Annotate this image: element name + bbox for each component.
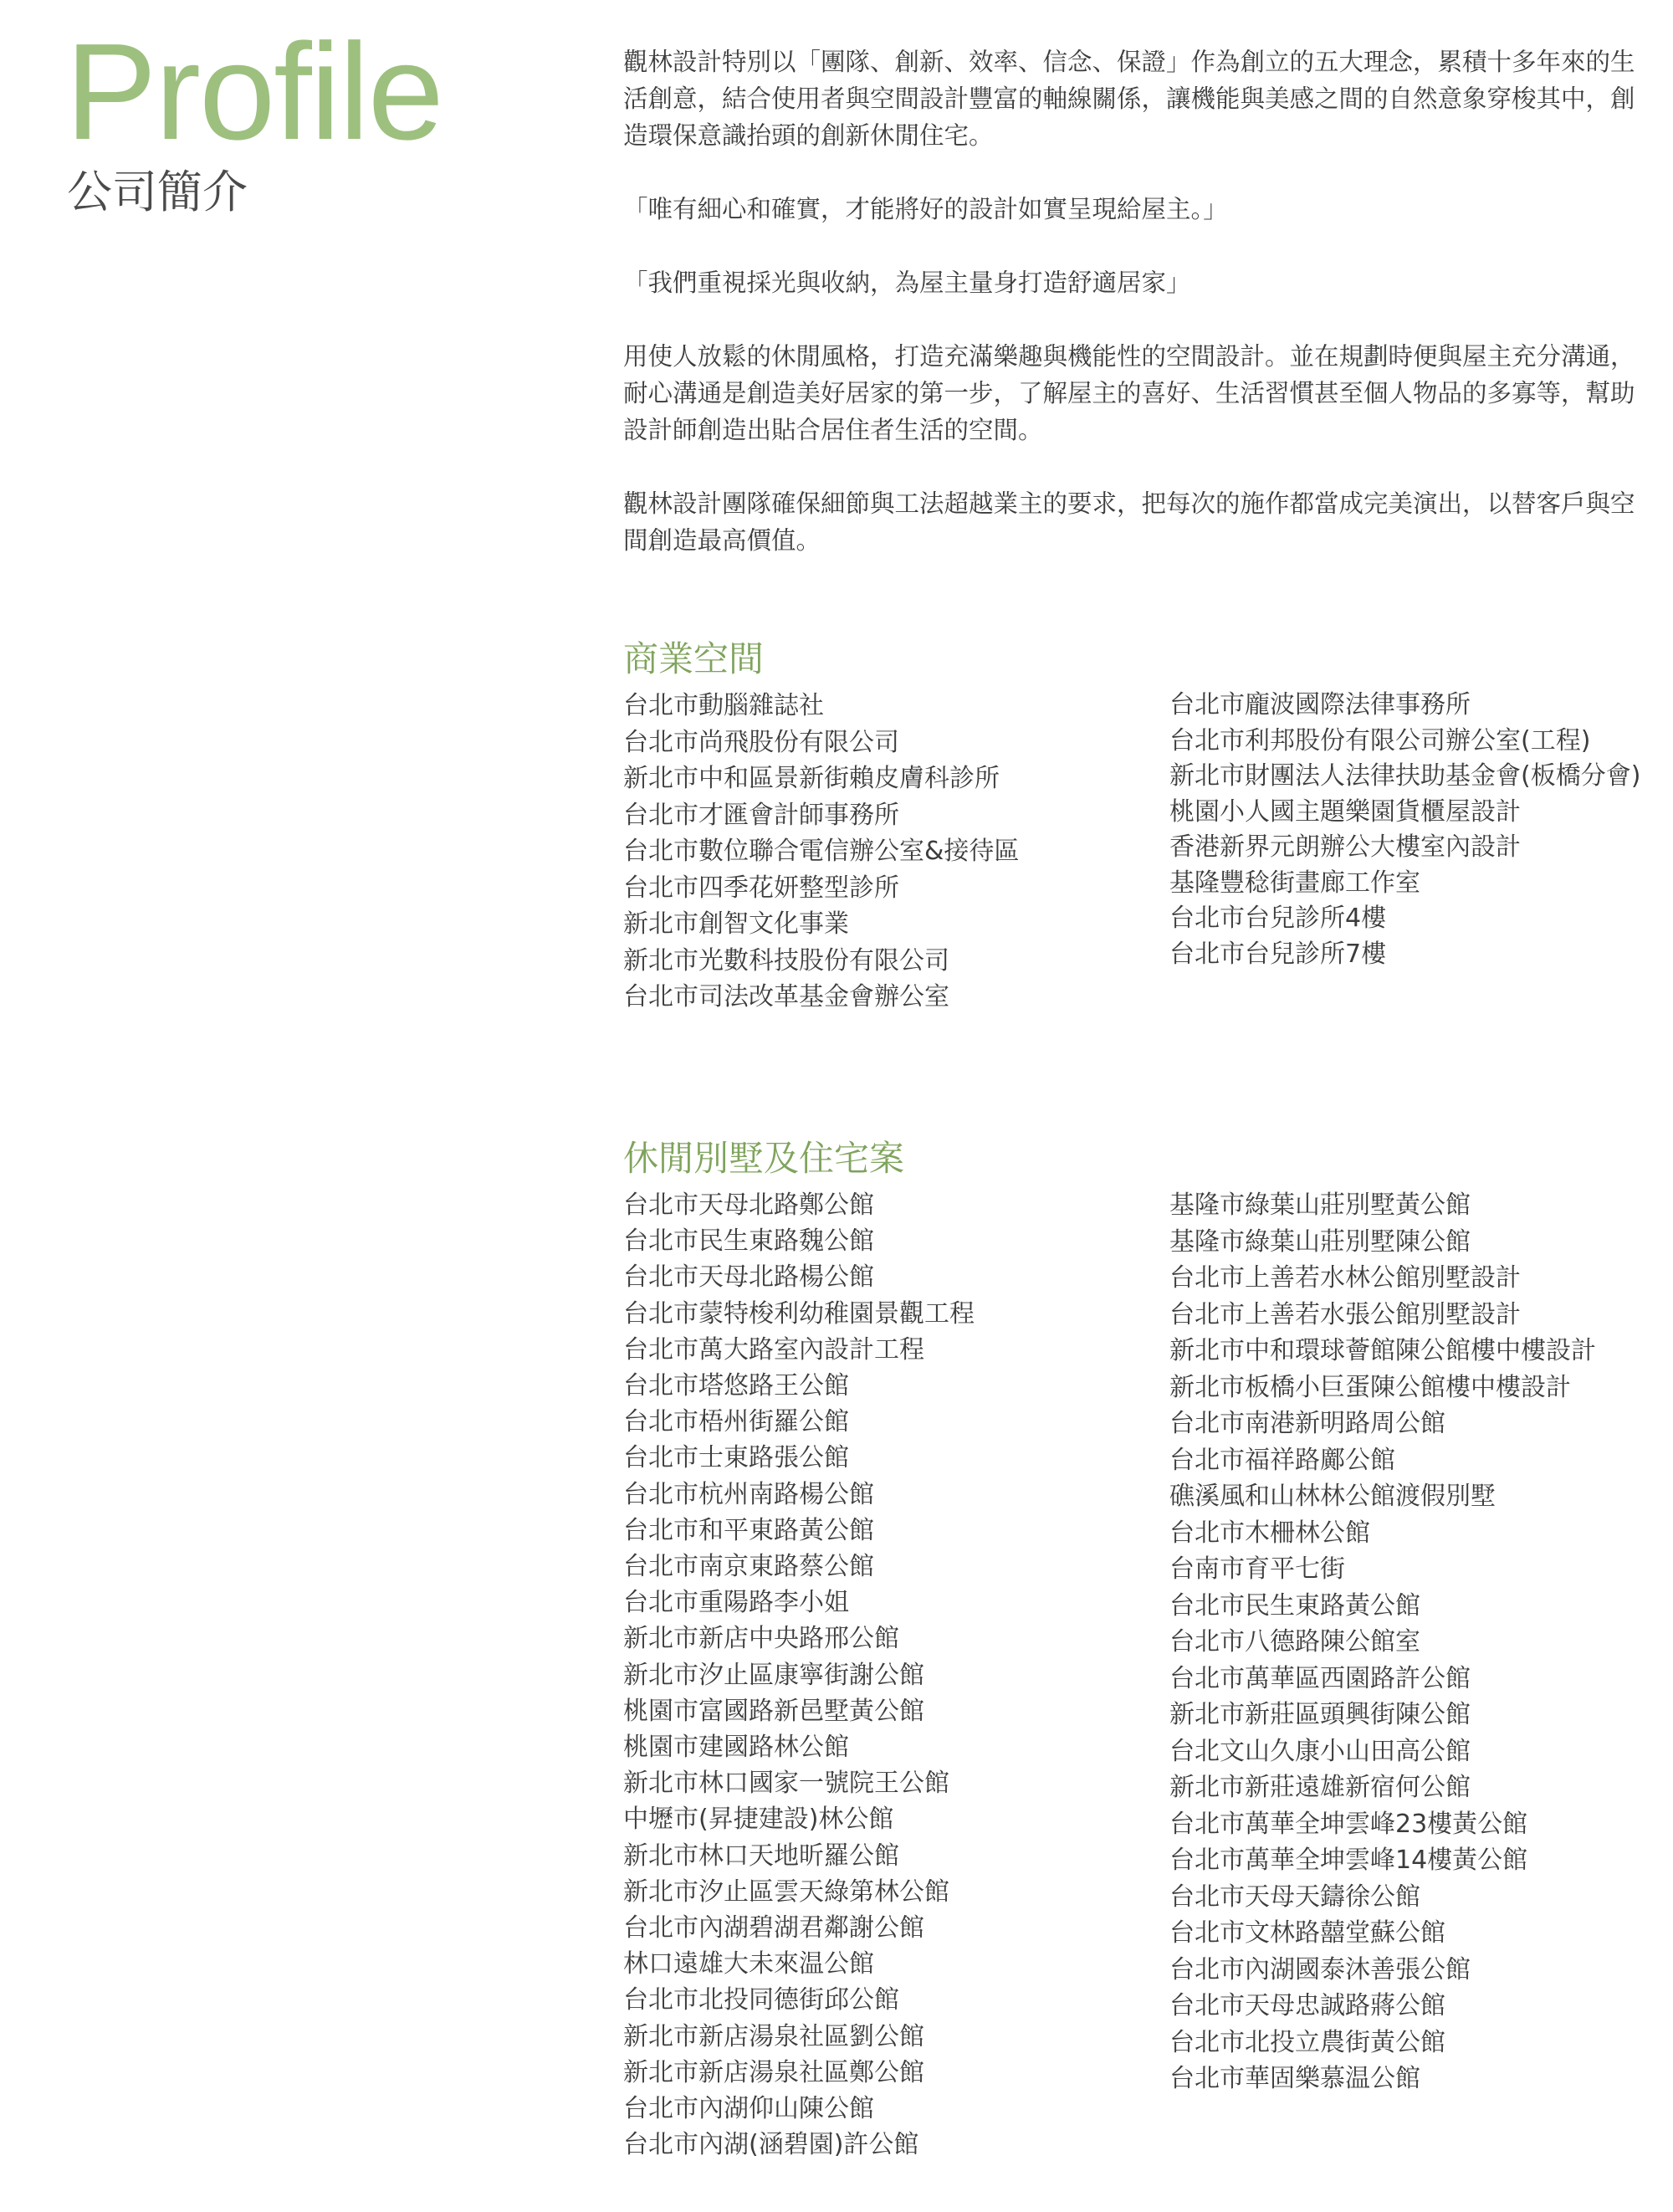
project-item: 台北市華固樂慕温公館 bbox=[1169, 2064, 1420, 2093]
project-item: 台北市木柵林公館 bbox=[1169, 1518, 1370, 1548]
project-item: 礁溪風和山林林公館渡假別墅 bbox=[1169, 1482, 1496, 1511]
project-item: 台北市台兒診所4樓 bbox=[1169, 904, 1387, 933]
project-item: 新北市新莊區頭興街陳公館 bbox=[1169, 1700, 1471, 1729]
project-item: 基隆市綠葉山莊別墅陳公館 bbox=[1169, 1226, 1471, 1257]
project-item: 台北市內湖仰山陳公館 bbox=[623, 2094, 874, 2124]
project-item: 台北市文林路囍堂蘇公館 bbox=[1169, 1918, 1445, 1948]
project-item: 香港新界元朗辦公大樓室內設計 bbox=[1169, 832, 1521, 862]
project-item: 新北市新店湯泉社區鄭公館 bbox=[623, 2057, 924, 2087]
project-item: 桃園市建國路林公館 bbox=[623, 1733, 849, 1763]
project-item: 台北市福祥路鄺公館 bbox=[1169, 1445, 1395, 1475]
project-item: 新北市財團法人法律扶助基金會(板橋分會) bbox=[1169, 761, 1641, 791]
project-item: 台北市內湖國泰沐善張公館 bbox=[1169, 1954, 1471, 1984]
project-item: 台北市上善若水張公館別墅設計 bbox=[1169, 1299, 1521, 1329]
project-item: 台北市天母北路鄭公館 bbox=[623, 1190, 874, 1220]
intro-quote-2: 「我們重視採光與收納，為屋主量身打造舒適居家」 bbox=[623, 269, 1191, 297]
project-item: 基隆豐稔街畫廊工作室 bbox=[1169, 868, 1420, 898]
project-item: 台北市北投立農街黃公館 bbox=[1169, 2027, 1445, 2057]
project-item: 新北市創智文化事業 bbox=[623, 909, 849, 939]
project-item: 台北市八德路陳公館室 bbox=[1169, 1627, 1420, 1656]
project-item: 台北文山久康小山田高公館 bbox=[1169, 1736, 1471, 1766]
project-item: 新北市光數科技股份有限公司 bbox=[623, 945, 949, 975]
project-item: 台北市梧州街羅公館 bbox=[623, 1407, 849, 1437]
residential-list-right bbox=[1169, 1187, 1596, 2097]
residential-list-left bbox=[623, 1187, 975, 2163]
project-item: 台南市育平七街 bbox=[1169, 1554, 1345, 1584]
project-item: 林口遠雄大未來温公館 bbox=[623, 1949, 874, 1979]
residential-section-title: 休閒別墅及住宅案 bbox=[623, 1138, 905, 1179]
project-item: 台北市尚飛股份有限公司 bbox=[623, 727, 899, 757]
project-item: 台北市南京東路蔡公館 bbox=[623, 1552, 874, 1582]
project-item: 台北市塔悠路王公館 bbox=[623, 1371, 849, 1401]
project-item: 台北市台兒診所7樓 bbox=[1169, 939, 1387, 969]
project-item: 台北市重陽路李小姐 bbox=[623, 1588, 849, 1618]
project-item: 新北市新店湯泉社區劉公館 bbox=[623, 2021, 924, 2051]
profile-subtitle: 公司簡介 bbox=[67, 166, 248, 218]
project-item: 新北市汐止區康寧街謝公館 bbox=[623, 1660, 924, 1690]
project-item: 台北市龐波國際法律事務所 bbox=[1169, 690, 1471, 719]
project-item: 台北市天母忠誠路蔣公館 bbox=[1169, 1991, 1445, 2020]
project-item: 桃園市富國路新邑墅黃公館 bbox=[623, 1696, 924, 1726]
project-item: 台北市四季花妍整型診所 bbox=[623, 873, 899, 903]
intro-paragraph: 觀林設計特別以「團隊、創新、效率、信念、保證」作為創立的五大理念，累積十多年來的生活創意，結合使用者與空間設計豐富的軸線關係，讓機能與美感之間的自然意象穿梭其中，創造環保意識抬頭的創新休閒住宅。 bbox=[623, 48, 1635, 150]
commercial-section-title: 商業空間 bbox=[623, 638, 765, 679]
project-item: 台北市蒙特梭利幼稚園景觀工程 bbox=[623, 1298, 975, 1329]
project-item: 中壢市(昇捷建設)林公館 bbox=[623, 1805, 894, 1835]
project-item: 新北市林口天地昕羅公館 bbox=[623, 1841, 899, 1871]
profile-title: Profile bbox=[65, 15, 443, 168]
project-item: 台北市民生東路黃公館 bbox=[1169, 1590, 1420, 1621]
intro-section bbox=[623, 44, 1644, 596]
project-item: 新北市汐止區雲天綠第林公館 bbox=[623, 1877, 949, 1907]
project-item: 台北市北投同德街邱公館 bbox=[623, 1985, 899, 2015]
project-item: 台北市民生東路魏公館 bbox=[623, 1226, 874, 1257]
project-item: 台北市萬華全坤雲峰14樓黃公館 bbox=[1169, 1846, 1528, 1875]
project-item: 台北市內湖碧湖君鄰謝公館 bbox=[623, 1913, 924, 1943]
project-item: 台北市南港新明路周公館 bbox=[1169, 1409, 1445, 1438]
intro-paragraph: 觀林設計團隊確保細節與工法超越業主的要求，把每次的施作都當成完美演出，以替客戶與空間創造最高價值。 bbox=[623, 489, 1635, 555]
project-item: 新北市板橋小巨蛋陳公館樓中樓設計 bbox=[1169, 1372, 1571, 1402]
project-item: 新北市新店中央路邢公館 bbox=[623, 1624, 899, 1654]
project-item: 基隆市綠葉山莊別墅黃公館 bbox=[1169, 1190, 1471, 1220]
project-item: 台北市杭州南路楊公館 bbox=[623, 1479, 874, 1509]
project-item: 新北市中和區景新街賴皮膚科診所 bbox=[623, 764, 1000, 793]
project-item: 台北市動腦雜誌社 bbox=[623, 691, 824, 720]
project-item: 台北市利邦股份有限公司辦公室(工程) bbox=[1169, 725, 1591, 755]
project-item: 新北市中和環球薈館陳公館樓中樓設計 bbox=[1169, 1336, 1596, 1365]
commercial-list-left bbox=[623, 688, 1019, 1016]
project-item: 台北市天母北路楊公館 bbox=[623, 1262, 874, 1293]
project-item: 台北市司法改革基金會辦公室 bbox=[623, 982, 949, 1011]
project-item: 台北市數位聯合電信辦公室&接待區 bbox=[623, 837, 1020, 866]
project-item: 台北市才匯會計師事務所 bbox=[623, 800, 899, 830]
project-item: 桃園小人國主題樂園貨櫃屋設計 bbox=[1169, 796, 1521, 827]
project-item: 台北市萬華區西園路許公館 bbox=[1169, 1663, 1471, 1693]
intro-paragraph: 用使人放鬆的休閒風格，打造充滿樂趣與機能性的空間設計。並在規劃時便與屋主充分溝通，耐心溝通是創造美好居家的第一步，了解屋主的喜好、生活習慣甚至個人物品的多寡等，幫助設計師創造出貼合居住者生活的空間。 bbox=[623, 342, 1635, 444]
project-item: 台北市士東路張公館 bbox=[623, 1443, 849, 1473]
commercial-list-right bbox=[1169, 688, 1640, 972]
project-item: 台北市萬華全坤雲峰23樓黃公館 bbox=[1169, 1809, 1528, 1839]
project-item: 台北市和平東路黃公館 bbox=[623, 1515, 874, 1545]
project-item: 新北市林口國家一號院王公館 bbox=[623, 1769, 949, 1799]
project-item: 台北市萬大路室內設計工程 bbox=[623, 1334, 924, 1365]
project-item: 台北市天母天鑄徐公館 bbox=[1169, 1882, 1420, 1912]
project-item: 新北市新莊遠雄新宿何公館 bbox=[1169, 1773, 1471, 1802]
intro-quote-1: 「唯有細心和確實，才能將好的設計如實呈現給屋主。」 bbox=[623, 195, 1228, 223]
project-item: 台北市內湖(涵碧園)許公館 bbox=[623, 2130, 919, 2160]
project-item: 台北市上善若水林公館別墅設計 bbox=[1169, 1263, 1521, 1293]
